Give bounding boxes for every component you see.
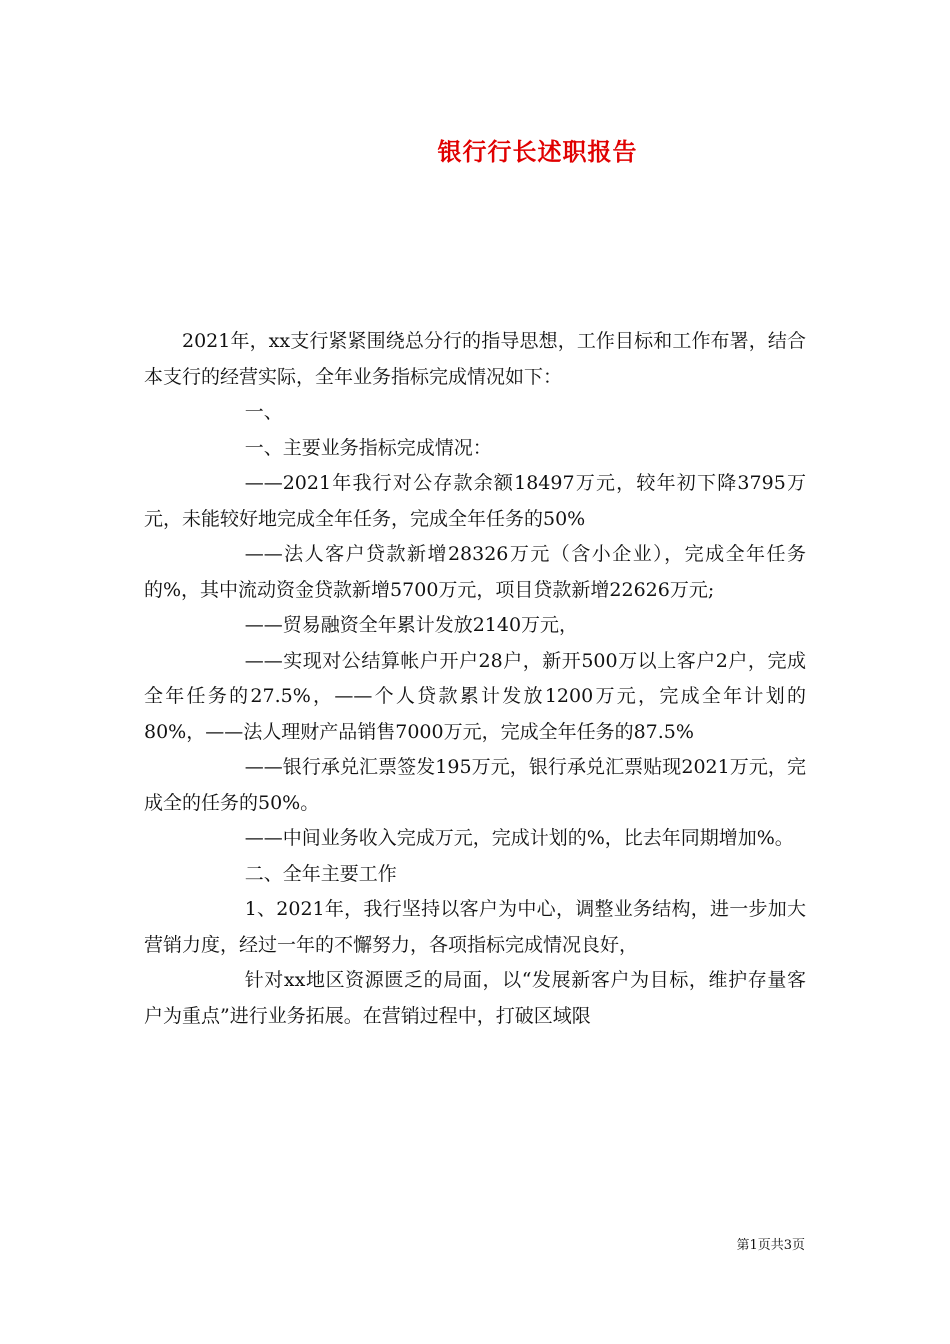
- paragraph-work-1: 1、2021年，我行坚持以客户为中心，调整业务结构，进一步加大营销力度，经过一年的不懈努力，各项指标完成情况良好，: [144, 898, 806, 956]
- paragraph-intermediate-income: ——中间业务收入完成万元，完成计划的%，比去年同期增加%。: [244, 827, 794, 849]
- paragraph-deposit: ——2021年我行对公存款余额18497万元，较年初下降3795万元，未能较好地完成全年任务，完成全年任务的50%: [144, 472, 806, 530]
- paragraph-acceptance: ——银行承兑汇票签发195万元，银行承兑汇票贴现2021万元，完成全的任务的50%。: [144, 756, 806, 814]
- paragraph-loans: ——法人客户贷款新增28326万元（含小企业），完成全年任务的%，其中流动资金贷款新增5700万元，项目贷款新增22626万元;: [144, 543, 806, 601]
- paragraph-intro: 2021年，xx支行紧紧围绕总分行的指导思想，工作目标和工作布署，结合本支行的经营实际，全年业务指标完成情况如下：: [144, 330, 806, 388]
- paragraph-heading-1: 一、主要业务指标完成情况：: [244, 436, 492, 459]
- paragraph-work-2: 针对xx地区资源匮乏的局面，以“发展新客户为目标，维护存量客户为重点”进行业务拓展。在营销过程中，打破区域限: [144, 969, 806, 1027]
- paragraph-heading-2: 二、全年主要工作: [244, 862, 397, 885]
- document-title: 银行行长述职报告: [437, 137, 638, 166]
- paragraph-heading-1-short: 一、: [244, 401, 283, 423]
- document-body: [144, 324, 806, 1034]
- paragraph-accounts: ——实现对公结算帐户开户28户，新开500万以上客户2户，完成全年任务的27.5%，——个人贷款累计发放1200万元，完成全年计划的80%，——法人理财产品销售7000万元，完成全年任务的87.5%: [144, 649, 806, 743]
- paragraph-trade-finance: ——贸易融资全年累计发放2140万元，: [244, 614, 579, 636]
- page-number: 第1页共3页: [736, 1238, 805, 1253]
